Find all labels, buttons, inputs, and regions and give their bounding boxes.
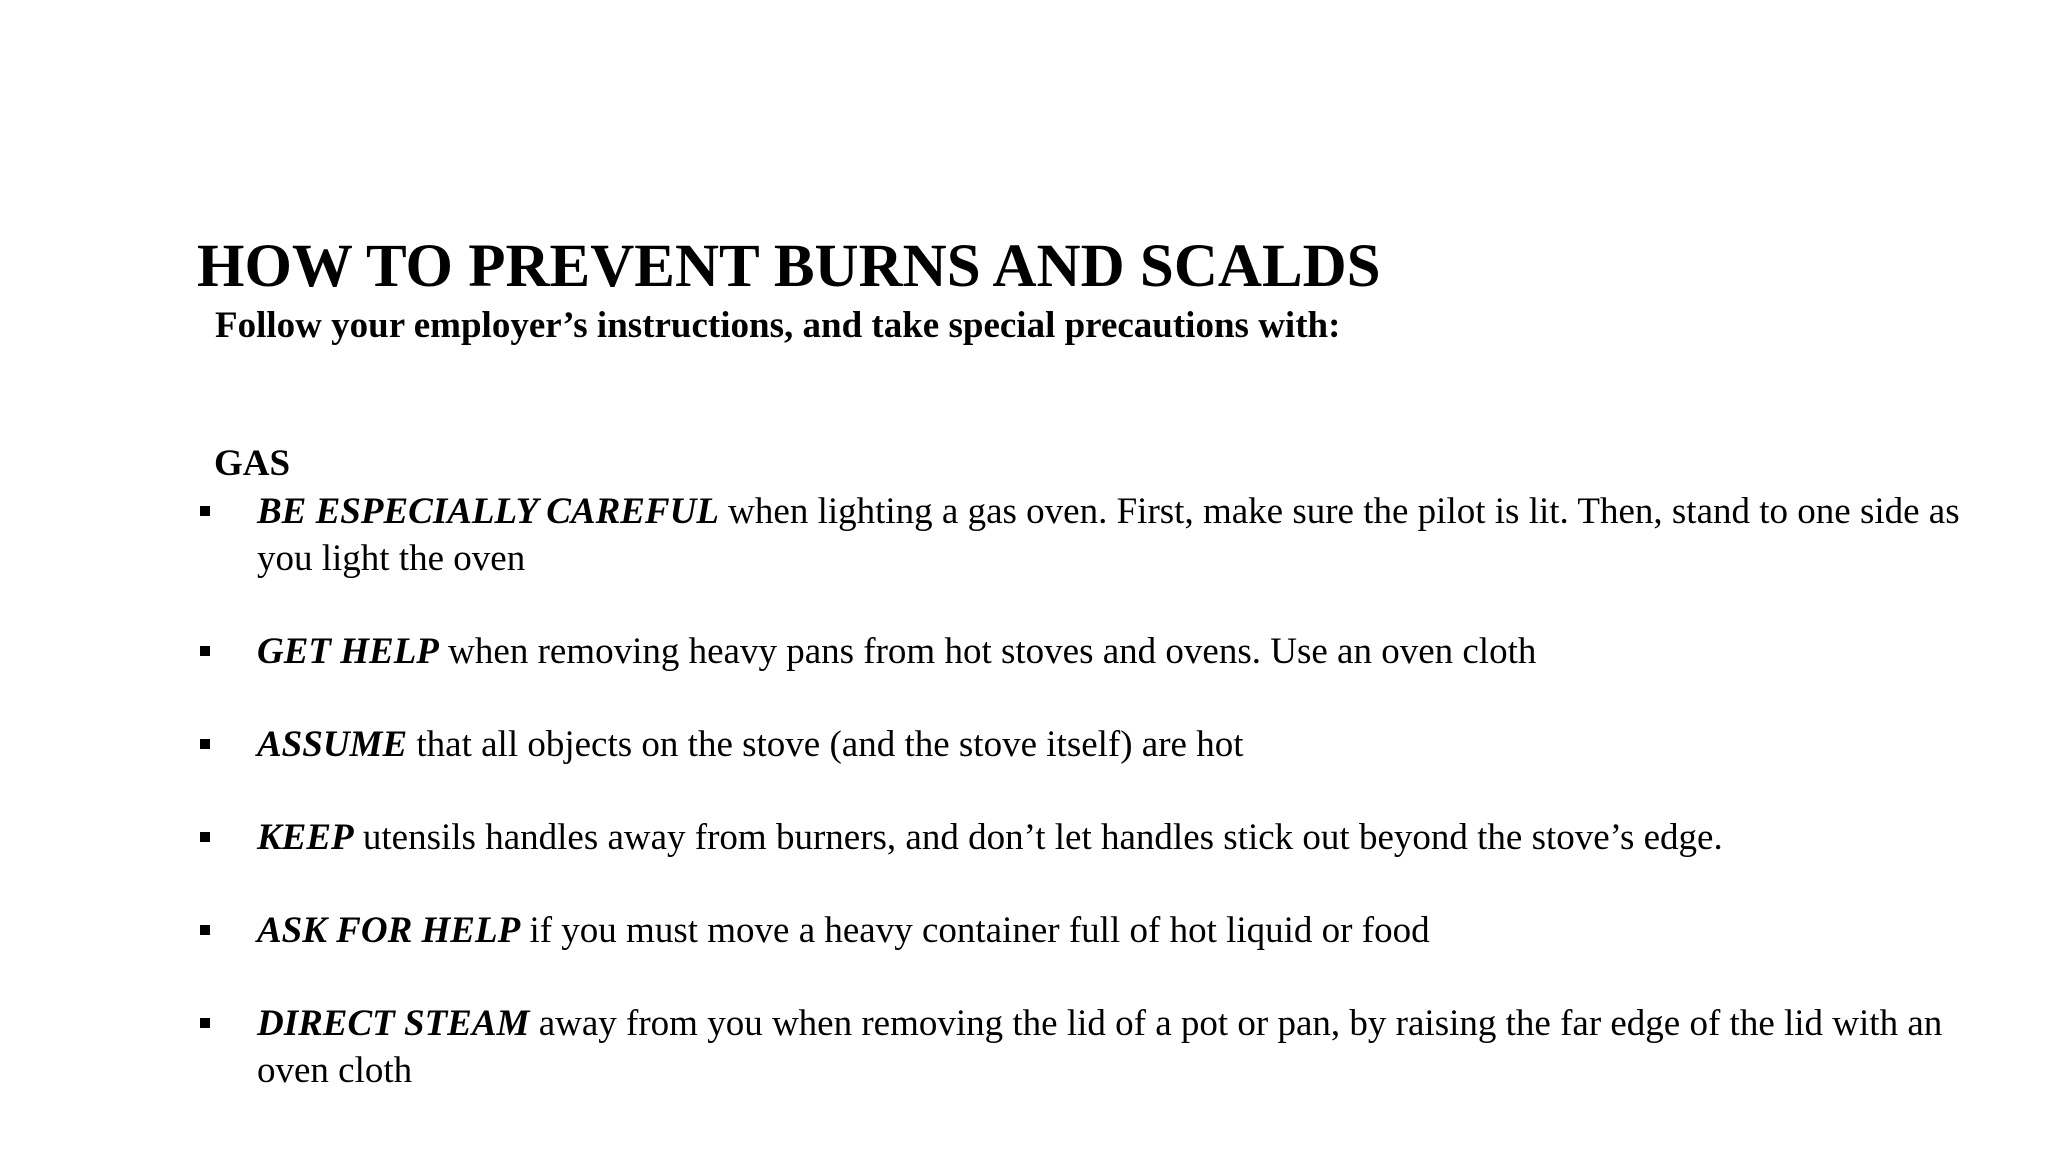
item-emphasis: KEEP xyxy=(257,817,354,858)
square-bullet-icon xyxy=(200,925,210,935)
item-text: utensils handles away from burners, and don’t let handles stick out beyond the stove’s edge. xyxy=(353,817,1723,858)
item-emphasis: DIRECT STEAM xyxy=(257,1003,530,1044)
square-bullet-icon xyxy=(200,832,210,842)
item-text: when lighting a gas oven. First, make sure the pilot is lit. Then, stand to one side as you light the oven xyxy=(257,491,1960,579)
precautions-list xyxy=(198,488,1998,1094)
list-item xyxy=(198,1000,1998,1094)
section-heading: GAS xyxy=(214,443,291,484)
list-item xyxy=(198,628,1998,675)
list-item xyxy=(198,488,1998,582)
item-emphasis: BE ESPECIALLY CAREFUL xyxy=(257,491,719,532)
list-item xyxy=(198,814,1998,861)
square-bullet-icon xyxy=(200,506,210,516)
item-text: that all objects on the stove (and the stove itself) are hot xyxy=(407,724,1244,765)
item-text: if you must move a heavy container full of hot liquid or food xyxy=(520,910,1430,951)
item-emphasis: ASK FOR HELP xyxy=(257,910,521,951)
page-subtitle: Follow your employer’s instructions, and take special precautions with: xyxy=(215,305,1341,346)
item-text: away from you when removing the lid of a pot or pan, by raising the far edge of the lid with an oven cloth xyxy=(257,1003,1943,1091)
item-emphasis: ASSUME xyxy=(257,724,408,765)
list-item xyxy=(198,721,1998,768)
item-text: when removing heavy pans from hot stoves and ovens. Use an oven cloth xyxy=(438,631,1537,672)
square-bullet-icon xyxy=(200,1018,210,1028)
square-bullet-icon xyxy=(200,646,210,656)
list-item xyxy=(198,907,1998,954)
item-emphasis: GET HELP xyxy=(257,631,439,672)
page-title: HOW TO PREVENT BURNS AND SCALDS xyxy=(197,233,1381,300)
square-bullet-icon xyxy=(200,739,210,749)
